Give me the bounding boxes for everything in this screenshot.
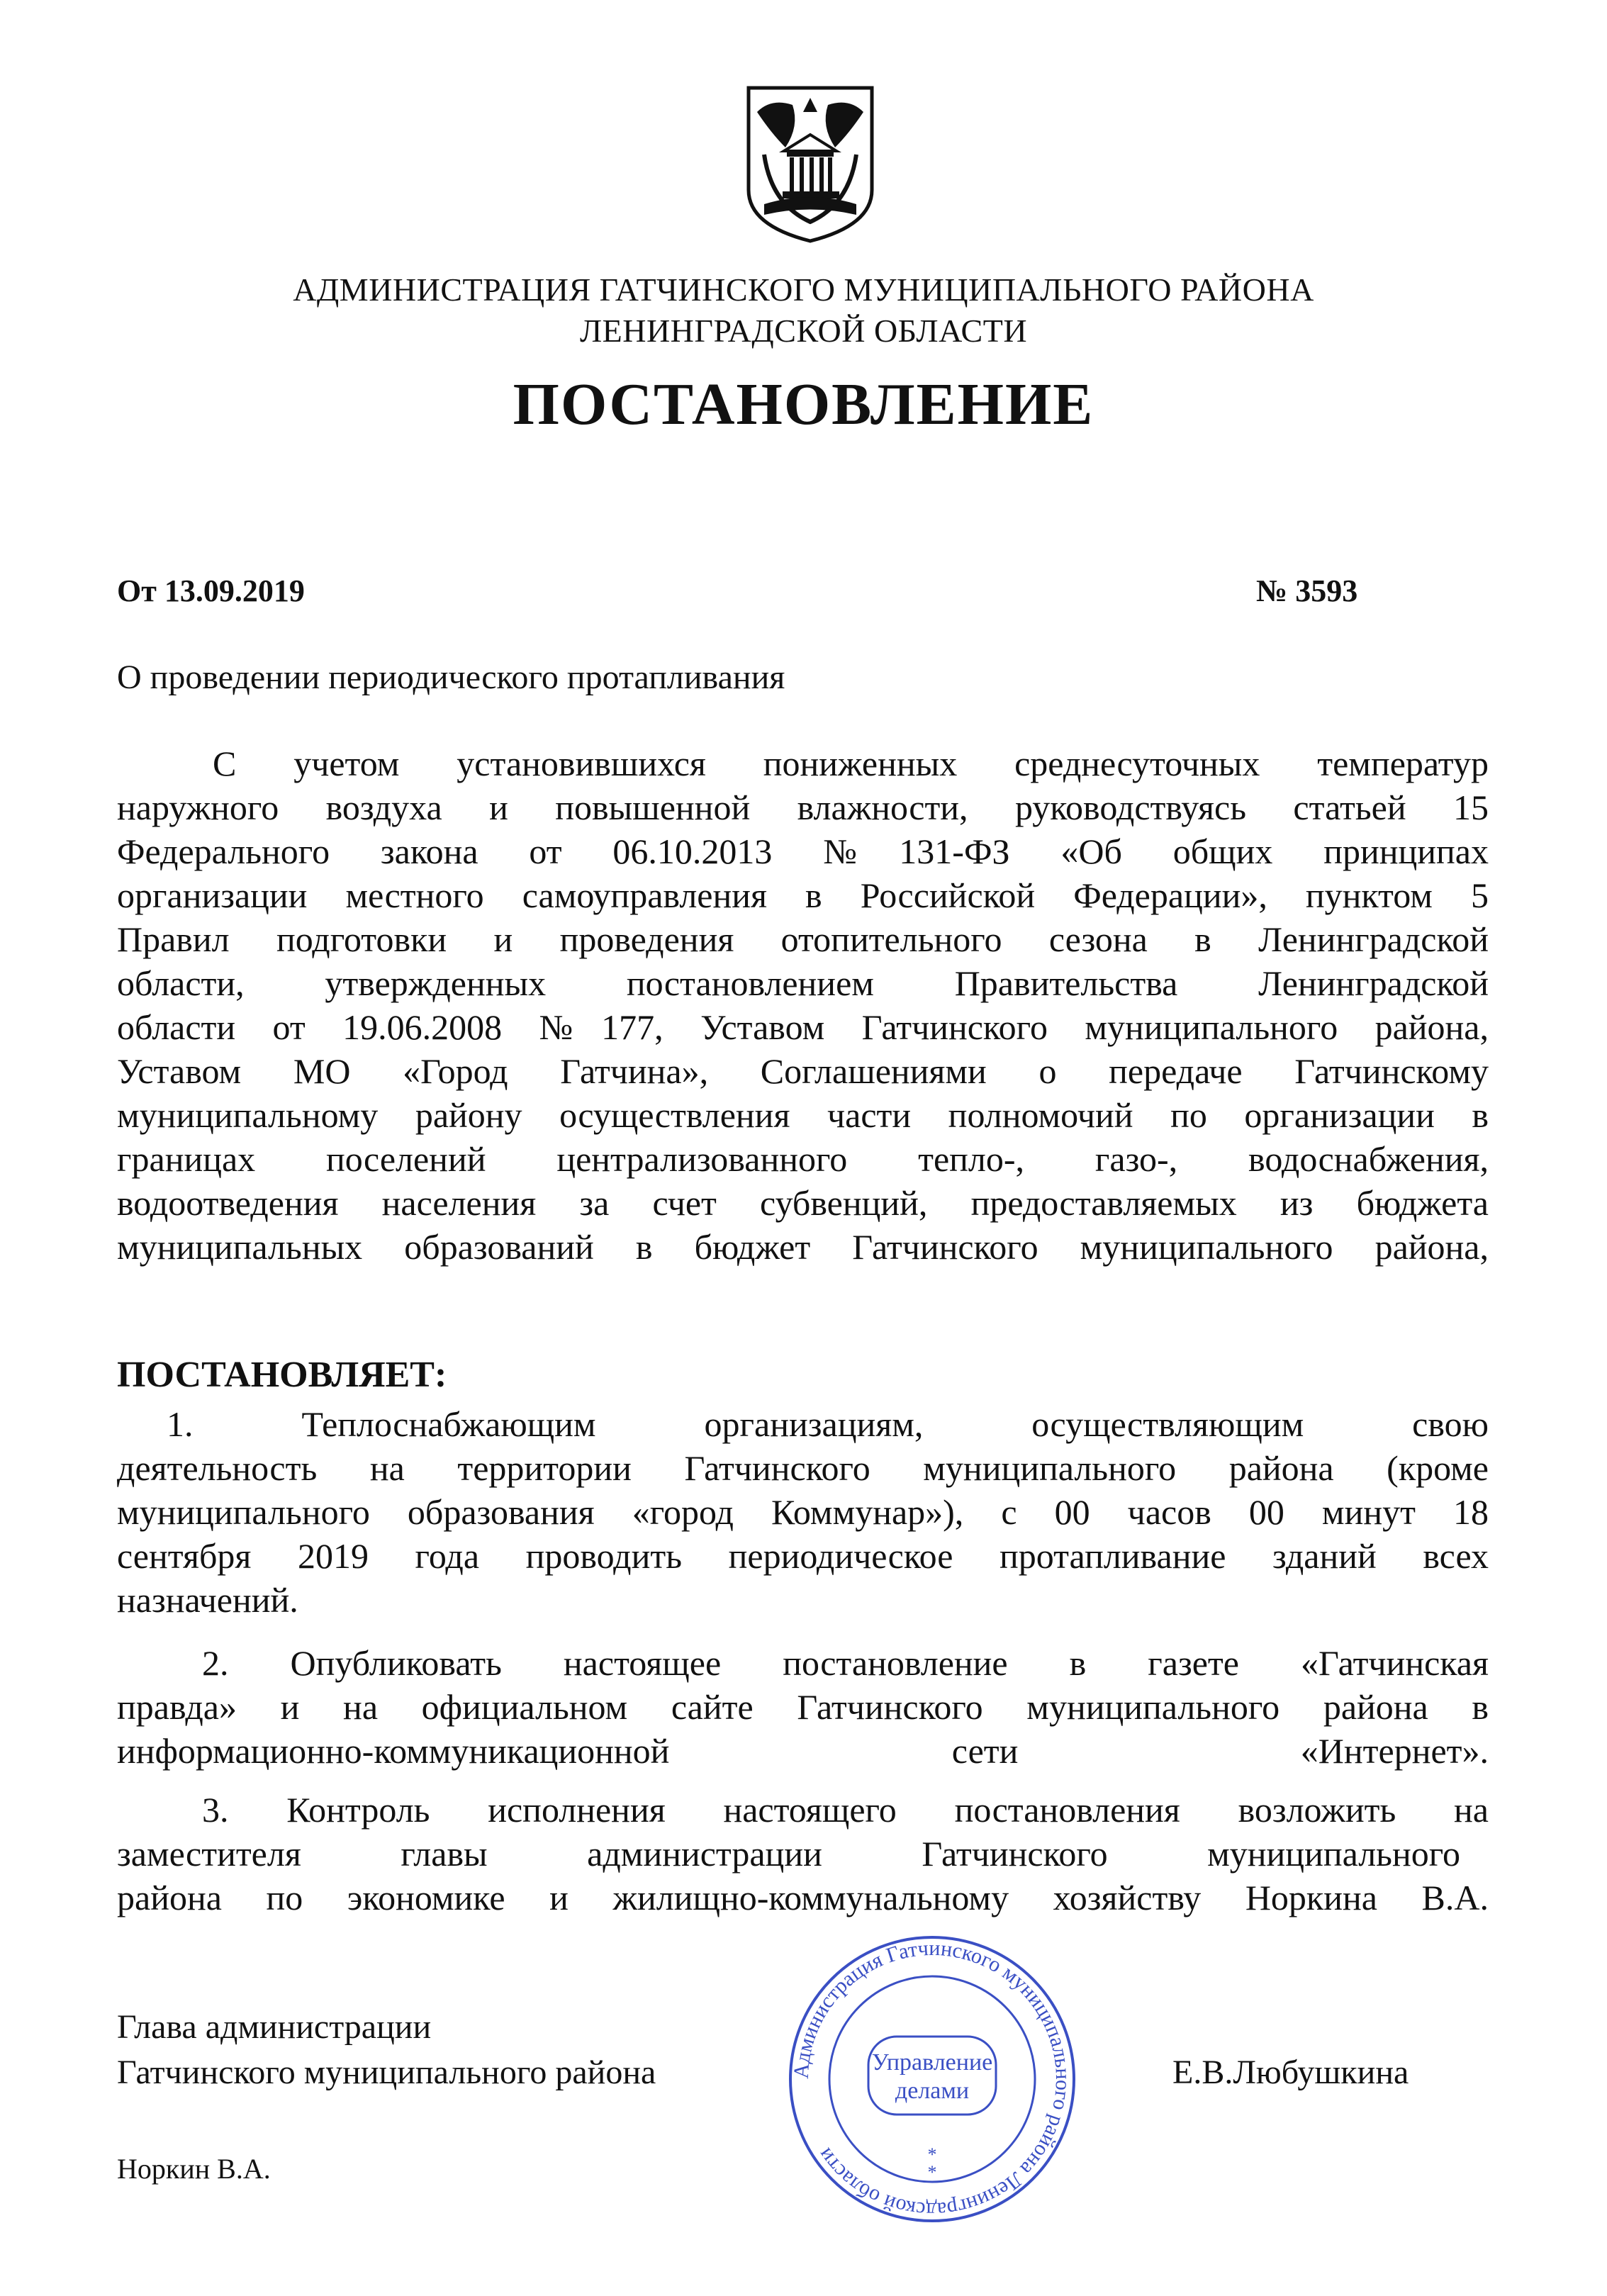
signatory-title-line1: Глава администрации: [117, 2008, 432, 2046]
stamp-star-icon: *: [927, 2144, 937, 2165]
preamble-line: наружного воздуха и повышенной влажности, руководствуясь статьей 15: [117, 788, 1489, 827]
preamble-line: муниципальных образований в бюджет Гатчинского муниципального района,: [117, 1227, 1489, 1267]
stamp-center-line1: Управление: [871, 2049, 993, 2076]
item-line: муниципального образования «город Коммунар»), с 00 часов 00 минут 18: [117, 1492, 1489, 1532]
item-line: 1. Теплоснабжающим организациям, осуществляющим свою: [167, 1404, 1489, 1444]
preamble-line: С учетом установившихся пониженных среднесуточных температур: [213, 744, 1489, 783]
preamble-line: области, утвержденных постановлением Правительства Ленинградской: [117, 963, 1489, 1003]
item-line: района по экономике и жилищно-коммунальному хозяйству Норкина В.А.: [117, 1878, 1489, 1917]
preamble-line: области от 19.06.2008 №177, Уставом Гатчинского муниципального района,: [117, 1007, 1489, 1047]
official-stamp: [766, 1934, 1099, 2224]
item-line: сентября 2019 года проводить периодическое протапливание зданий всех: [117, 1536, 1489, 1576]
preamble-line: муниципальному району осуществления части полномочий по организации в: [117, 1095, 1489, 1135]
stamp-star-icon: *: [927, 2162, 937, 2183]
resolution-item-3: [117, 1788, 1489, 1920]
item-line: информационно-коммуникационной сети «Интернет».: [117, 1731, 1489, 1771]
item-line: назначений.: [117, 1580, 298, 1620]
organization-name-line1: АДМИНИСТРАЦИЯ ГАТЧИНСКОГО МУНИЦИПАЛЬНОГО РАЙОНА: [293, 271, 1314, 308]
preamble-line: Правил подготовки и проведения отопительного сезона в Ленинградской: [117, 919, 1489, 959]
resolution-item-2: [117, 1641, 1489, 1773]
stamp-ring-text: Администрация Гатчинского муниципального района Ленинградской области: [789, 1936, 1075, 2222]
preamble-line: границах поселений централизованного тепло-, газо-, водоснабжения,: [117, 1139, 1489, 1179]
preamble-line: водоотведения населения за счет субвенций, предоставляемых из бюджета: [117, 1183, 1489, 1223]
item-line: правда» и на официальном сайте Гатчинского муниципального района в: [117, 1687, 1489, 1727]
coat-of-arms-icon: [743, 84, 878, 245]
document-date: От 13.09.2019: [117, 573, 305, 608]
preamble-line: организации местного самоуправления в Российской Федерации», пунктом 5: [117, 875, 1489, 915]
resolves-heading: ПОСТАНОВЛЯЕТ:: [117, 1355, 447, 1395]
item-line: деятельность на территории Гатчинского муниципального района (кроме: [117, 1448, 1489, 1488]
preamble-line: Федерального закона от 06.10.2013 №131-ФЗ «Об общих принципах: [117, 831, 1489, 871]
stamp-center-line2: делами: [895, 2078, 970, 2104]
document-number: № 3593: [1256, 573, 1358, 608]
signatory-title-line2: Гатчинского муниципального района: [117, 2054, 656, 2091]
item-line: 3. Контроль исполнения настоящего постановления возложить на: [202, 1790, 1489, 1830]
preamble-paragraph: [117, 741, 1489, 1269]
preamble-line: Уставом МО «Город Гатчина», Соглашениями о передаче Гатчинскому: [117, 1051, 1489, 1091]
document-type-title: ПОСТАНОВЛЕНИЕ: [513, 371, 1094, 437]
item-line: заместителя главы администрации Гатчинского муниципального: [117, 1834, 1460, 1874]
resolution-item-1: [117, 1402, 1489, 1622]
document-subject: О проведении периодического протапливания: [117, 659, 785, 696]
item-line: 2. Опубликовать настоящее постановление в газете «Гатчинская: [202, 1643, 1489, 1683]
executor-name: Норкин В.А.: [117, 2153, 271, 2185]
organization-name-line2: ЛЕНИНГРАДСКОЙ ОБЛАСТИ: [579, 313, 1028, 349]
signatory-name: Е.В.Любушкина: [1172, 2054, 1409, 2091]
